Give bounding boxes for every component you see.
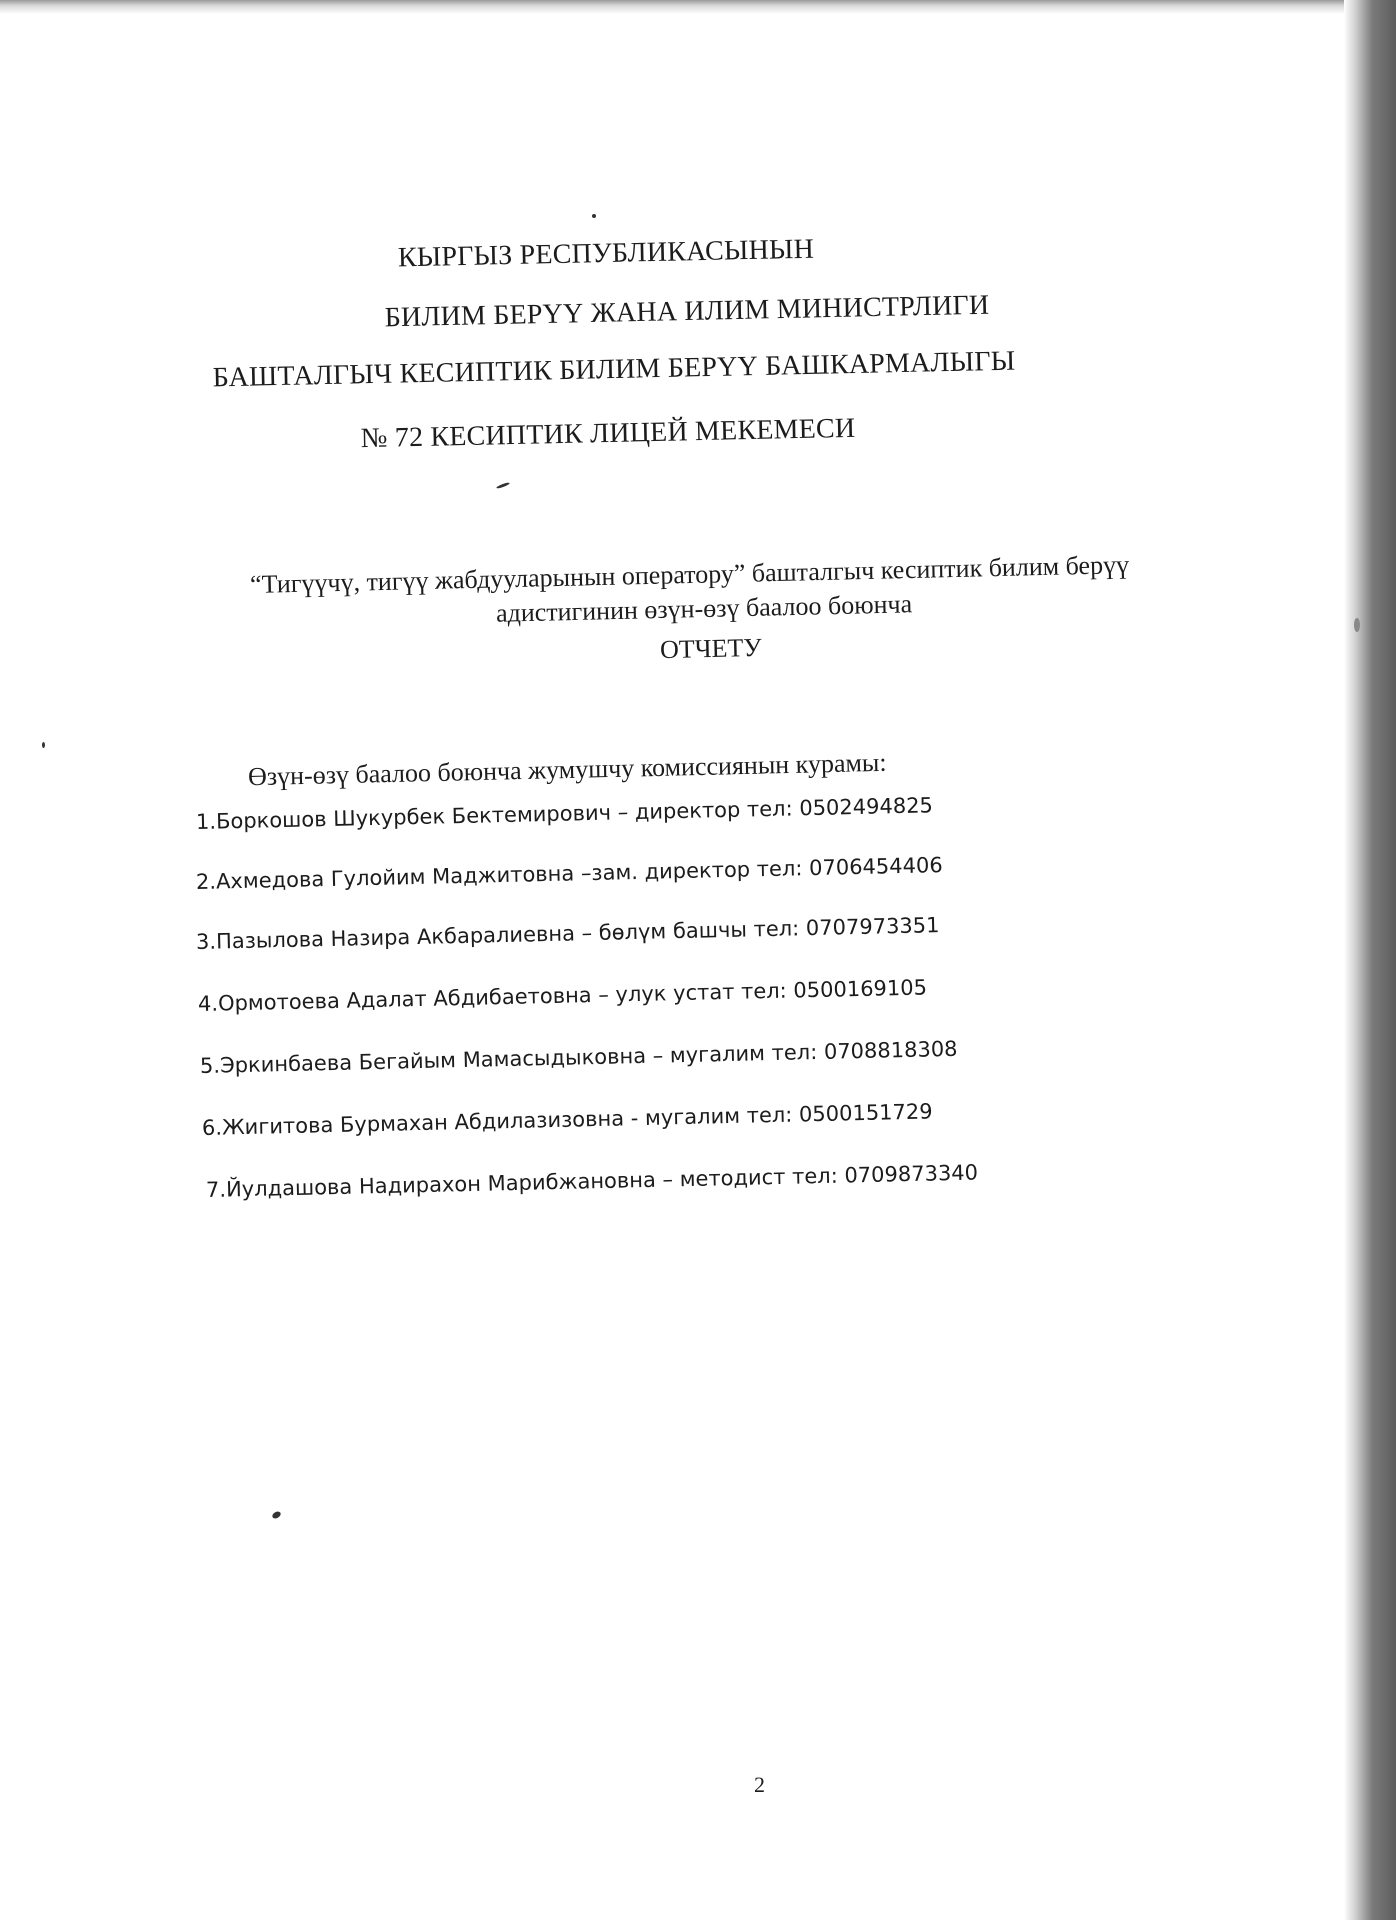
header-country: КЫРГЫЗ РЕСПУБЛИКАСЫНЫН — [397, 233, 815, 274]
commission-member: 7.Йулдашова Надирахон Марибжановна – методист тел: 0709873340 — [205, 1160, 979, 1202]
report-title-line2: адистигинин өзүн-өзү баалоо боюнча — [495, 589, 913, 628]
header-institution: № 72 КЕСИПТИК ЛИЦЕЙ МЕКЕМЕСИ — [360, 412, 856, 455]
report-title-line1: “Тигүүчү, тигүү жабдууларынын оператору” башталгыч кесиптик билим берүү — [249, 550, 1130, 599]
commission-member: 4.Ормотоева Адалат Абдибаетовна – улук устат тел: 0500169105 — [197, 975, 928, 1016]
commission-member: 6.Жигитова Бурмахан Абдилазизовна - мугалим тел: 0500151729 — [201, 1099, 933, 1140]
report-title-line3: ОТЧЕТУ — [659, 632, 763, 665]
commission-heading: Өзүн-өзү баалоо боюнча жумушчу комиссиянын курамы: — [247, 747, 887, 792]
scan-speck — [42, 742, 45, 748]
commission-member: 3.Пазылова Назира Акбаралиевна – бөлүм башчы тел: 0707973351 — [195, 913, 940, 954]
scan-speck — [271, 1510, 282, 1520]
scan-speck — [1354, 618, 1360, 632]
commission-member: 1.Боркошов Шукурбек Бектемирович – директор тел: 0502494825 — [195, 793, 934, 834]
scan-speck — [496, 482, 510, 490]
commission-member: 5.Эркинбаева Бегайым Мамасыдыковна – мугалим тел: 0708818308 — [199, 1036, 958, 1078]
commission-member: 2.Ахмедова Гулойим Маджитовна –зам. директор тел: 0706454406 — [195, 853, 943, 894]
scan-top-edge — [0, 0, 1396, 14]
header-ministry: БИЛИМ БЕРҮҮ ЖАНА ИЛИМ МИНИСТРЛИГИ — [384, 289, 990, 334]
scan-speck — [592, 214, 596, 218]
page-number: 2 — [754, 1772, 765, 1797]
header-department: БАШТАЛГЫЧ КЕСИПТИК БИЛИМ БЕРҮҮ БАШКАРМАЛЫГЫ — [212, 345, 1016, 394]
